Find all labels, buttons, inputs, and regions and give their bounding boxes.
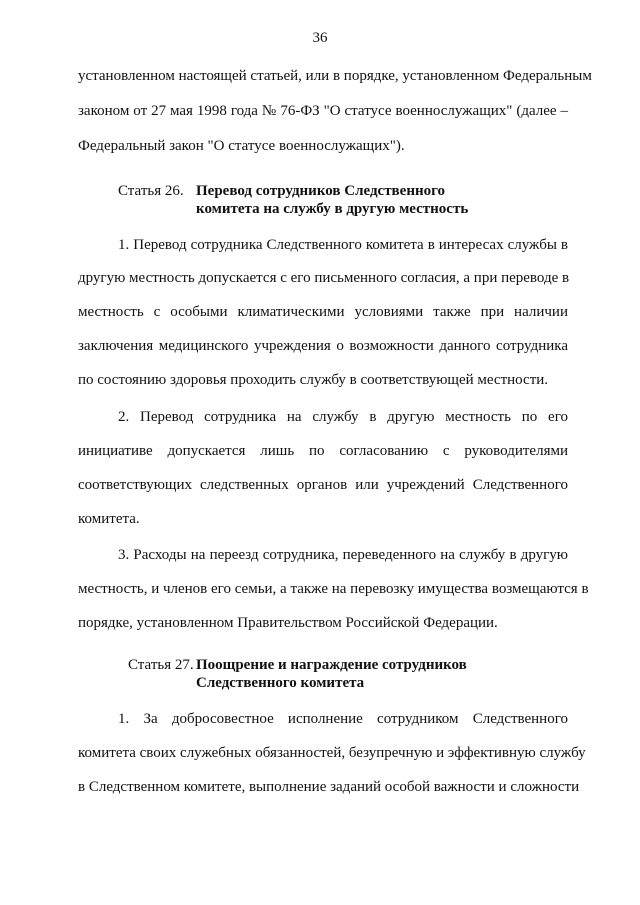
- a26-p2-line-4: комитета.: [78, 511, 140, 527]
- article-26-title-line-2: [196, 201, 468, 218]
- a26-p1-line-5: по состоянию здоровья проходить службу в соответствующей местности.: [78, 372, 549, 388]
- article-26-title-2: комитета на службу в другую местность: [196, 201, 469, 217]
- article-26-label: Статья 26.: [118, 183, 184, 199]
- a26-p3-line-1: 3. Расходы на переезд сотрудника, переведенного на службу в другую: [118, 547, 568, 563]
- article-26-title-1: Перевод сотрудников Следственного: [196, 183, 446, 199]
- article-27-title-1: Поощрение и награждение сотрудников: [196, 657, 467, 673]
- article-27-title-2: Следственного комитета: [196, 675, 365, 691]
- a27-p1-line-3: в Следственном комитете, выполнение заданий особой важности и сложности: [78, 779, 580, 795]
- a26-p1-line-4: заключения медицинского учреждения о возможности данного сотрудника: [78, 338, 568, 354]
- article-27-label: Статья 27.: [128, 657, 194, 673]
- a27-p1-line-1: 1. За добросовестное исполнение сотрудником Следственного: [118, 711, 568, 727]
- article-27-title-line-2: [196, 675, 364, 692]
- a26-p3-line-3: порядке, установленном Правительством Российской Федерации.: [78, 615, 498, 631]
- a26-p2-line-1: 2. Перевод сотрудника на службу в другую местность по его: [118, 409, 568, 425]
- article-27-heading: [128, 657, 194, 674]
- a26-p1-line-3: местность с особыми климатическими условиями также при наличии: [78, 304, 568, 320]
- intro-line-1: установленном настоящей статьей, или в порядке, установленном Федеральным: [78, 68, 592, 84]
- a26-p1-line-1: 1. Перевод сотрудника Следственного комитета в интересах службы в: [118, 237, 568, 253]
- intro-line-3: Федеральный закон "О статусе военнослужащих").: [78, 138, 405, 154]
- a26-p3-line-2: местность, и членов его семьи, а также на перевозку имущества возмещаются в: [78, 581, 589, 597]
- article-26-heading: [118, 183, 184, 200]
- article-27-title-line-1: [196, 657, 467, 674]
- intro-line-2: законом от 27 мая 1998 года № 76-ФЗ "О статусе военнослужащих" (далее –: [78, 103, 568, 119]
- a26-p1-line-2: другую местность допускается с его письменного согласия, а при переводе в: [78, 270, 570, 286]
- a26-p2-line-2: инициативе допускается лишь по согласованию с руководителями: [78, 443, 568, 459]
- page-number: 36: [312, 30, 328, 46]
- a27-p1-line-2: комитета своих служебных обязанностей, безупречную и эффективную службу: [78, 745, 586, 761]
- a26-p2-line-3: соответствующих следственных органов или учреждений Следственного: [78, 477, 568, 493]
- article-26-title-line-1: [196, 183, 445, 200]
